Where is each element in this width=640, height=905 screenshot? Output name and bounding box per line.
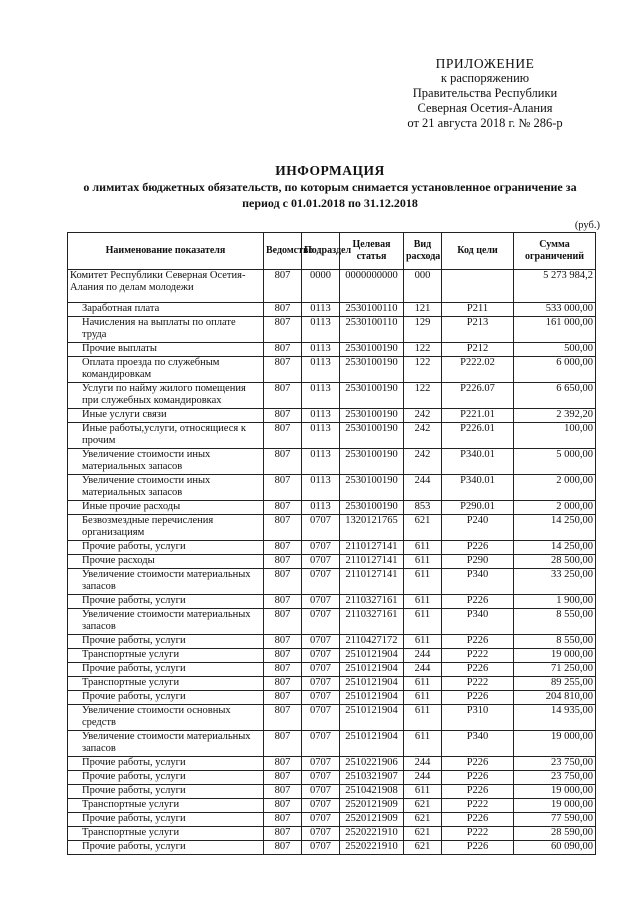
row-subsection: 0113 <box>302 475 340 501</box>
row-amount: 19 000,00 <box>514 731 596 757</box>
document-title: ИНФОРМАЦИЯ <box>275 163 385 178</box>
row-dept: 807 <box>264 609 302 635</box>
row-subsection: 0113 <box>302 317 340 343</box>
row-goal-code: Р226.07 <box>442 383 514 409</box>
row-subsection: 0707 <box>302 635 340 649</box>
row-dept: 807 <box>264 303 302 317</box>
row-name <box>68 303 264 317</box>
currency-unit: (руб.) <box>574 220 600 231</box>
table-row <box>68 841 596 855</box>
row-dept: 807 <box>264 343 302 357</box>
row-amount: 77 590,00 <box>514 813 596 827</box>
row-expense-type: 244 <box>404 649 442 663</box>
row-goal-code: Р226.01 <box>442 423 514 449</box>
row-amount: 14 250,00 <box>514 515 596 541</box>
row-expense-type: 611 <box>404 541 442 555</box>
table-row <box>68 555 596 569</box>
row-dept: 807 <box>264 771 302 785</box>
document-heading <box>60 162 600 211</box>
row-article: 2110127141 <box>340 569 404 595</box>
row-name <box>68 343 264 357</box>
row-name-text: Прочие работы, услуги <box>82 691 186 702</box>
row-dept: 807 <box>264 501 302 515</box>
row-goal-code: Р222.02 <box>442 357 514 383</box>
row-goal-code: Р340 <box>442 609 514 635</box>
row-subsection: 0113 <box>302 383 340 409</box>
row-subsection: 0707 <box>302 691 340 705</box>
row-amount: 14 250,00 <box>514 541 596 555</box>
row-subsection: 0113 <box>302 423 340 449</box>
row-expense-type: 000 <box>404 270 442 303</box>
row-name <box>68 449 264 475</box>
table-row <box>68 609 596 635</box>
row-dept: 807 <box>264 475 302 501</box>
row-expense-type: 621 <box>404 813 442 827</box>
row-name-text: Прочие работы, услуги <box>82 541 186 552</box>
row-amount: 71 250,00 <box>514 663 596 677</box>
row-goal-code: Р226 <box>442 663 514 677</box>
row-goal-code: Р290 <box>442 555 514 569</box>
row-dept: 807 <box>264 757 302 771</box>
table-header-row <box>68 233 596 270</box>
row-name <box>68 595 264 609</box>
document-subtitle-1: о лимитах бюджетных обязательств, по которым снимается установленное ограничение за <box>83 180 577 194</box>
row-article: 2530100190 <box>340 423 404 449</box>
row-amount: 100,00 <box>514 423 596 449</box>
row-amount: 8 550,00 <box>514 609 596 635</box>
row-dept: 807 <box>264 827 302 841</box>
row-goal-code: Р222 <box>442 649 514 663</box>
row-name-text: Транспортные услуги <box>82 649 180 660</box>
row-article: 2530100190 <box>340 449 404 475</box>
table-row <box>68 409 596 423</box>
row-name <box>68 357 264 383</box>
header-name: Наименование показателя <box>68 233 264 270</box>
row-name <box>68 635 264 649</box>
table-row <box>68 317 596 343</box>
row-expense-type: 242 <box>404 409 442 423</box>
row-dept: 807 <box>264 813 302 827</box>
row-name-text: Увеличение стоимости иных материальных запасов <box>82 475 211 498</box>
row-name <box>68 827 264 841</box>
row-subsection: 0707 <box>302 569 340 595</box>
row-goal-code: Р226 <box>442 541 514 555</box>
row-subsection: 0707 <box>302 541 340 555</box>
row-expense-type: 621 <box>404 515 442 541</box>
row-name-text: Транспортные услуги <box>82 827 180 838</box>
row-amount: 6 650,00 <box>514 383 596 409</box>
row-amount: 28 590,00 <box>514 827 596 841</box>
row-expense-type: 244 <box>404 663 442 677</box>
row-goal-code: Р211 <box>442 303 514 317</box>
row-amount: 5 000,00 <box>514 449 596 475</box>
row-goal-code: Р340 <box>442 731 514 757</box>
row-name-text: Иные прочие расходы <box>82 501 181 512</box>
row-subsection: 0707 <box>302 757 340 771</box>
appendix-title: ПРИЛОЖЕНИЕ <box>435 56 535 71</box>
row-amount: 19 000,00 <box>514 799 596 813</box>
row-article: 2530100190 <box>340 475 404 501</box>
row-dept: 807 <box>264 357 302 383</box>
row-subsection: 0113 <box>302 409 340 423</box>
row-article: 2110427172 <box>340 635 404 649</box>
appendix-block <box>380 56 590 131</box>
row-amount: 19 000,00 <box>514 649 596 663</box>
row-amount: 89 255,00 <box>514 677 596 691</box>
row-subsection: 0707 <box>302 813 340 827</box>
row-name <box>68 799 264 813</box>
row-name: Комитет Республики Северная Осетия-Алания по делам молодежи <box>68 270 264 303</box>
table-row <box>68 595 596 609</box>
row-goal-code: Р226 <box>442 691 514 705</box>
row-subsection: 0707 <box>302 609 340 635</box>
row-dept: 807 <box>264 541 302 555</box>
table-row <box>68 501 596 515</box>
document-subtitle-2: период с 01.01.2018 по 31.12.2018 <box>242 196 418 210</box>
row-name-text: Увеличение стоимости материальных запасов <box>82 731 251 754</box>
header-dept: Ведомство <box>264 233 302 270</box>
appendix-line-4: от 21 августа 2018 г. № 286-р <box>407 116 563 130</box>
row-article: 2520121909 <box>340 799 404 813</box>
row-amount: 2 000,00 <box>514 475 596 501</box>
row-dept: 807 <box>264 569 302 595</box>
row-dept: 807 <box>264 649 302 663</box>
row-name <box>68 731 264 757</box>
table-row <box>68 731 596 757</box>
table-row <box>68 705 596 731</box>
header-amount: Сумма ограничений <box>514 233 596 270</box>
row-article: 2520221910 <box>340 827 404 841</box>
table-row <box>68 771 596 785</box>
row-article: 2530100190 <box>340 383 404 409</box>
row-dept: 807 <box>264 515 302 541</box>
row-goal-code: Р213 <box>442 317 514 343</box>
row-subsection: 0707 <box>302 555 340 569</box>
row-name-text: Заработная плата <box>82 303 160 314</box>
header-expense-type: Вид расхода <box>404 233 442 270</box>
row-goal-code: Р340 <box>442 569 514 595</box>
row-subsection: 0707 <box>302 515 340 541</box>
row-amount: 2 000,00 <box>514 501 596 515</box>
row-expense-type: 244 <box>404 757 442 771</box>
row-article: 2510221906 <box>340 757 404 771</box>
row-name-text: Прочие работы, услуги <box>82 635 186 646</box>
row-expense-type: 611 <box>404 677 442 691</box>
row-article: 2520121909 <box>340 813 404 827</box>
row-name-text: Прочие работы, услуги <box>82 595 186 606</box>
row-amount: 204 810,00 <box>514 691 596 705</box>
table-row <box>68 343 596 357</box>
row-article: 2510121904 <box>340 663 404 677</box>
row-dept: 807 <box>264 691 302 705</box>
row-expense-type: 129 <box>404 317 442 343</box>
table-row <box>68 757 596 771</box>
row-name-text: Безвозмездные перечисления организациям <box>82 515 214 538</box>
limits-table <box>67 232 596 855</box>
row-dept: 807 <box>264 409 302 423</box>
row-name <box>68 383 264 409</box>
row-name <box>68 771 264 785</box>
table-row <box>68 270 596 303</box>
row-goal-code: Р222 <box>442 677 514 691</box>
row-subsection: 0707 <box>302 663 340 677</box>
row-goal-code: Р222 <box>442 827 514 841</box>
row-name-text: Прочие расходы <box>82 555 155 566</box>
header-article: Целевая статья <box>340 233 404 270</box>
row-expense-type: 611 <box>404 609 442 635</box>
row-dept: 807 <box>264 799 302 813</box>
row-article: 2510121904 <box>340 691 404 705</box>
table-row <box>68 649 596 663</box>
table-row <box>68 635 596 649</box>
appendix-line-2: Правительства Республики <box>412 86 558 100</box>
appendix-line-1: к распоряжению <box>440 71 530 85</box>
row-dept: 807 <box>264 317 302 343</box>
row-amount: 14 935,00 <box>514 705 596 731</box>
row-amount: 23 750,00 <box>514 757 596 771</box>
row-article: 2530100190 <box>340 357 404 383</box>
row-subsection: 0113 <box>302 501 340 515</box>
table-row <box>68 799 596 813</box>
row-goal-code: Р226 <box>442 595 514 609</box>
row-expense-type: 244 <box>404 475 442 501</box>
row-subsection: 0707 <box>302 841 340 855</box>
row-article: 2510421908 <box>340 785 404 799</box>
row-expense-type: 621 <box>404 827 442 841</box>
row-name-text: Прочие работы, услуги <box>82 813 186 824</box>
table-row <box>68 475 596 501</box>
row-name <box>68 409 264 423</box>
header-goal-code: Код цели <box>442 233 514 270</box>
row-expense-type: 244 <box>404 771 442 785</box>
row-name <box>68 841 264 855</box>
row-article: 2510121904 <box>340 705 404 731</box>
row-goal-code: Р226 <box>442 813 514 827</box>
row-name <box>68 423 264 449</box>
row-subsection: 0000 <box>302 270 340 303</box>
row-amount: 19 000,00 <box>514 785 596 799</box>
row-amount: 161 000,00 <box>514 317 596 343</box>
row-dept: 807 <box>264 841 302 855</box>
row-article: 2530100110 <box>340 303 404 317</box>
row-name <box>68 609 264 635</box>
row-amount: 28 500,00 <box>514 555 596 569</box>
row-name <box>68 813 264 827</box>
row-name-text: Прочие работы, услуги <box>82 771 186 782</box>
row-article: 2110327161 <box>340 595 404 609</box>
row-name <box>68 317 264 343</box>
row-expense-type: 853 <box>404 501 442 515</box>
row-amount: 500,00 <box>514 343 596 357</box>
row-goal-code: Р222 <box>442 799 514 813</box>
row-article: 2110327161 <box>340 609 404 635</box>
row-dept: 807 <box>264 635 302 649</box>
row-name-text: Прочие работы, услуги <box>82 663 186 674</box>
row-amount: 533 000,00 <box>514 303 596 317</box>
table-row <box>68 663 596 677</box>
row-subsection: 0707 <box>302 649 340 663</box>
row-dept: 807 <box>264 595 302 609</box>
row-article: 2510321907 <box>340 771 404 785</box>
row-name <box>68 677 264 691</box>
row-name <box>68 691 264 705</box>
row-name-text: Увеличение стоимости материальных запасов <box>82 569 251 592</box>
row-article: 2530100190 <box>340 343 404 357</box>
row-name-text: Прочие работы, услуги <box>82 785 186 796</box>
row-expense-type: 122 <box>404 357 442 383</box>
row-dept: 807 <box>264 270 302 303</box>
row-expense-type: 242 <box>404 449 442 475</box>
row-amount: 23 750,00 <box>514 771 596 785</box>
row-dept: 807 <box>264 383 302 409</box>
row-article: 2510121904 <box>340 649 404 663</box>
row-amount: 33 250,00 <box>514 569 596 595</box>
table-row <box>68 691 596 705</box>
row-subsection: 0707 <box>302 705 340 731</box>
row-expense-type: 611 <box>404 731 442 757</box>
row-subsection: 0707 <box>302 595 340 609</box>
row-goal-code: Р226 <box>442 785 514 799</box>
row-article: 0000000000 <box>340 270 404 303</box>
row-amount: 2 392,20 <box>514 409 596 423</box>
row-name-text: Иные работы,услуги, относящиеся к прочим <box>82 423 246 446</box>
row-expense-type: 611 <box>404 691 442 705</box>
row-name <box>68 541 264 555</box>
row-name-text: Транспортные услуги <box>82 799 180 810</box>
row-dept: 807 <box>264 663 302 677</box>
row-dept: 807 <box>264 705 302 731</box>
row-goal-code: Р226 <box>442 635 514 649</box>
row-amount: 60 090,00 <box>514 841 596 855</box>
row-name <box>68 569 264 595</box>
row-name <box>68 649 264 663</box>
row-subsection: 0707 <box>302 799 340 813</box>
row-expense-type: 621 <box>404 799 442 813</box>
row-subsection: 0707 <box>302 785 340 799</box>
row-goal-code: Р221.01 <box>442 409 514 423</box>
row-subsection: 0707 <box>302 771 340 785</box>
row-expense-type: 611 <box>404 595 442 609</box>
row-dept: 807 <box>264 785 302 799</box>
row-expense-type: 611 <box>404 635 442 649</box>
table-row <box>68 515 596 541</box>
row-subsection: 0113 <box>302 357 340 383</box>
row-name <box>68 785 264 799</box>
table-row <box>68 357 596 383</box>
row-subsection: 0707 <box>302 731 340 757</box>
table-row <box>68 449 596 475</box>
row-goal-code: Р212 <box>442 343 514 357</box>
row-name <box>68 515 264 541</box>
row-goal-code: Р226 <box>442 841 514 855</box>
row-dept: 807 <box>264 555 302 569</box>
row-goal-code: Р226 <box>442 757 514 771</box>
row-dept: 807 <box>264 731 302 757</box>
row-goal-code: Р340.01 <box>442 449 514 475</box>
row-goal-code <box>442 270 514 303</box>
row-goal-code: Р290.01 <box>442 501 514 515</box>
row-expense-type: 122 <box>404 383 442 409</box>
row-dept: 807 <box>264 449 302 475</box>
row-name <box>68 757 264 771</box>
row-name <box>68 475 264 501</box>
row-goal-code: Р340.01 <box>442 475 514 501</box>
row-name <box>68 663 264 677</box>
row-name-text: Увеличение стоимости основных средств <box>82 705 231 728</box>
row-article: 2520221910 <box>340 841 404 855</box>
table-row <box>68 383 596 409</box>
row-goal-code: Р226 <box>442 771 514 785</box>
row-article: 2530100190 <box>340 501 404 515</box>
row-subsection: 0707 <box>302 827 340 841</box>
row-name <box>68 501 264 515</box>
row-goal-code: Р310 <box>442 705 514 731</box>
appendix-line-3: Северная Осетия-Алания <box>417 101 553 115</box>
table-row <box>68 813 596 827</box>
row-article: 2510121904 <box>340 731 404 757</box>
row-goal-code: Р240 <box>442 515 514 541</box>
row-amount: 5 273 984,2 <box>514 270 596 303</box>
row-article: 2110127141 <box>340 555 404 569</box>
row-expense-type: 611 <box>404 705 442 731</box>
table-row <box>68 827 596 841</box>
table-row <box>68 677 596 691</box>
table-row <box>68 303 596 317</box>
table-row <box>68 541 596 555</box>
row-expense-type: 621 <box>404 841 442 855</box>
row-article: 2530100110 <box>340 317 404 343</box>
row-name-text: Прочие работы, услуги <box>82 757 186 768</box>
row-amount: 1 900,00 <box>514 595 596 609</box>
row-expense-type: 611 <box>404 569 442 595</box>
row-amount: 6 000,00 <box>514 357 596 383</box>
row-name <box>68 705 264 731</box>
row-dept: 807 <box>264 423 302 449</box>
row-name <box>68 555 264 569</box>
row-expense-type: 242 <box>404 423 442 449</box>
row-expense-type: 611 <box>404 555 442 569</box>
row-dept: 807 <box>264 677 302 691</box>
row-name-text: Оплата проезда по служебным командировкам <box>82 357 220 380</box>
table-row <box>68 423 596 449</box>
row-name-text: Услуги по найму жилого помещения при служебных командировках <box>82 383 246 406</box>
row-subsection: 0113 <box>302 303 340 317</box>
row-article: 1320121765 <box>340 515 404 541</box>
row-name-text: Транспортные услуги <box>82 677 180 688</box>
header-subsection: Подраздел <box>302 233 340 270</box>
row-amount: 8 550,00 <box>514 635 596 649</box>
row-name-text: Начисления на выплаты по оплате труда <box>82 317 236 340</box>
row-name-text: Прочие работы, услуги <box>82 841 186 852</box>
table-row <box>68 785 596 799</box>
row-subsection: 0707 <box>302 677 340 691</box>
row-name-text: Иные услуги связи <box>82 409 167 420</box>
table-body <box>68 270 596 855</box>
row-article: 2110127141 <box>340 541 404 555</box>
row-expense-type: 611 <box>404 785 442 799</box>
table-row <box>68 569 596 595</box>
row-article: 2530100190 <box>340 409 404 423</box>
row-name-text: Увеличение стоимости материальных запасов <box>82 609 251 632</box>
row-subsection: 0113 <box>302 449 340 475</box>
row-subsection: 0113 <box>302 343 340 357</box>
row-expense-type: 121 <box>404 303 442 317</box>
row-expense-type: 122 <box>404 343 442 357</box>
row-article: 2510121904 <box>340 677 404 691</box>
row-name-text: Увеличение стоимости иных материальных запасов <box>82 449 211 472</box>
row-name-text: Прочие выплаты <box>82 343 157 354</box>
